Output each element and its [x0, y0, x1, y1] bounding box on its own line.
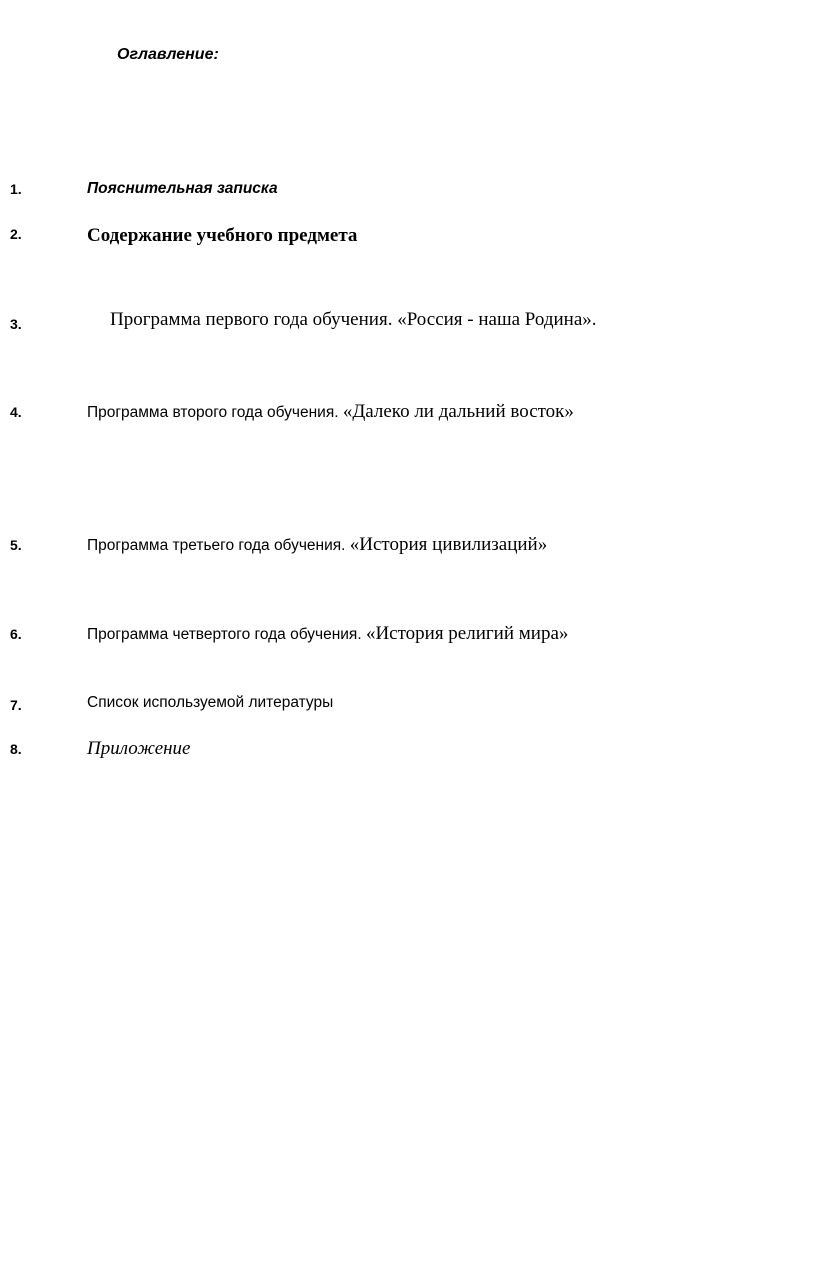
toc-number-7: 7. [10, 697, 22, 713]
toc-heading: Оглавление: [117, 46, 219, 63]
toc-entry-year-one-program: Программа первого года обучения. «Россия - наша Родина». [110, 309, 597, 330]
toc-number-1: 1. [10, 181, 22, 197]
toc-entry-prefix: Программа четвертого года обучения. [87, 626, 366, 643]
toc-entry-subject-content: Содержание учебного предмета [87, 225, 358, 246]
toc-entry-references: Список используемой литературы [87, 694, 334, 711]
toc-number-2: 2. [10, 226, 22, 242]
toc-number-8: 8. [10, 741, 22, 757]
toc-number-3: 3. [10, 316, 22, 332]
toc-entry-quote: «История религий мира» [365, 623, 569, 644]
toc-number-5: 5. [10, 537, 22, 553]
toc-entry-year-three-program [87, 534, 547, 556]
toc-entry-explanatory-note: Пояснительная записка [87, 180, 278, 197]
toc-entry-quote: «Далеко ли дальний восток» [342, 401, 574, 422]
toc-number-6: 6. [10, 626, 22, 642]
toc-entry-appendix: Приложение [87, 738, 191, 759]
toc-entry-year-two-program [87, 401, 574, 423]
toc-entry-quote: «История цивилизаций» [349, 534, 548, 555]
toc-entry-prefix: Программа второго года обучения. [87, 404, 343, 421]
toc-entry-prefix: Программа третьего года обучения. [87, 537, 350, 554]
toc-entry-year-four-program [87, 623, 568, 645]
toc-number-4: 4. [10, 404, 22, 420]
